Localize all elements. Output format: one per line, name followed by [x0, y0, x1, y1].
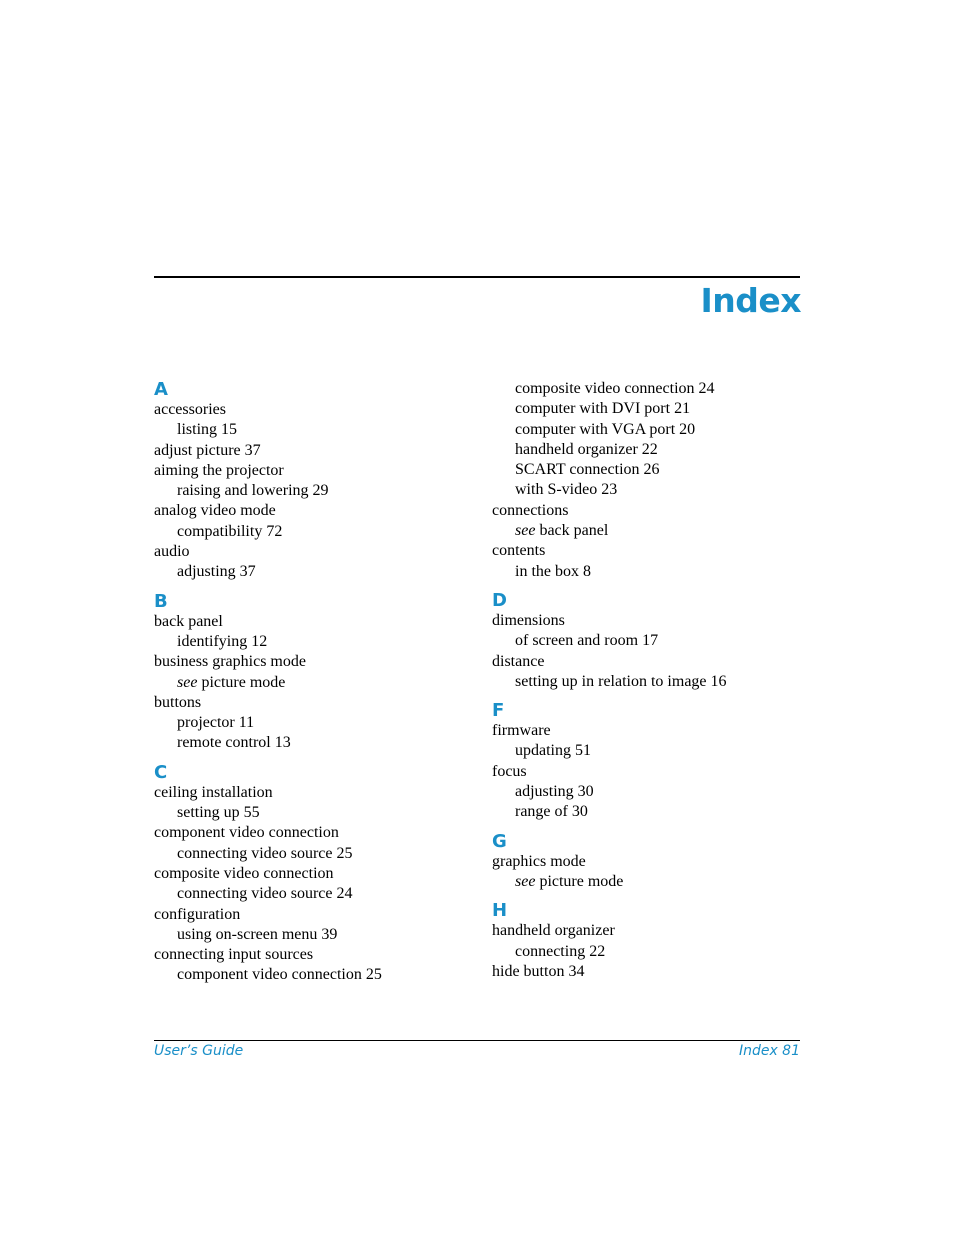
- index-letter-heading: F: [492, 700, 505, 722]
- index-subentry: [492, 521, 822, 541]
- index-subentry: with S-video 23: [515, 481, 618, 499]
- index-entry: handheld organizer: [492, 922, 615, 940]
- index-subentry: identifying 12: [177, 632, 268, 650]
- see-reference-label: see: [515, 872, 536, 890]
- index-subentry: connecting video source 25: [177, 844, 353, 862]
- index-subentry: compatibility 72: [177, 522, 283, 540]
- index-subentry: range of 30: [515, 803, 588, 821]
- index-subentry: component video connection 25: [177, 966, 382, 984]
- footer-page-number: Index 81: [738, 1043, 800, 1059]
- page-title: Index: [700, 281, 801, 320]
- index-subentry: connecting video source 24: [177, 885, 353, 903]
- index-subentry: computer with DVI port 21: [515, 400, 691, 418]
- index-entry: adjust picture 37: [154, 441, 261, 459]
- index-entry: connections: [492, 501, 569, 519]
- index-subentry: raising and lowering 29: [177, 482, 329, 500]
- index-subentry: [492, 872, 822, 892]
- index-entry: composite video connection: [154, 864, 334, 882]
- index-subentry: [154, 673, 484, 693]
- see-reference-target: back panel: [539, 522, 609, 540]
- index-entry: connecting input sources: [154, 946, 314, 964]
- index-entry: audio: [154, 543, 190, 561]
- footer-rule: [154, 1040, 800, 1041]
- index-entry: analog video mode: [154, 502, 276, 520]
- header-rule: [154, 276, 800, 278]
- index-subentry: in the box 8: [515, 562, 591, 580]
- index-subentry: adjusting 30: [515, 783, 594, 801]
- index-subentry: using on-screen menu 39: [177, 925, 338, 943]
- index-subentry: composite video connection 24: [515, 380, 715, 397]
- index-column-left: [154, 380, 484, 986]
- index-subentry: SCART connection 26: [515, 461, 660, 479]
- index-entry: hide button 34: [492, 962, 585, 980]
- index-letter-heading: C: [154, 761, 168, 783]
- index-letter-heading: D: [492, 589, 507, 611]
- index-entry: contents: [492, 542, 546, 560]
- index-letter-heading: H: [492, 900, 508, 922]
- see-reference-target: picture mode: [201, 673, 286, 691]
- footer-guide-title: User’s Guide: [154, 1043, 244, 1059]
- index-entry: accessories: [154, 401, 226, 418]
- index-subentry: adjusting 37: [177, 563, 256, 581]
- index-entry: distance: [492, 652, 545, 670]
- index-entry: focus: [492, 762, 527, 780]
- index-subentry: projector 11: [177, 714, 255, 732]
- index-entry: business graphics mode: [154, 653, 306, 671]
- index-subentry: connecting 22: [515, 942, 606, 960]
- index-letter-heading: B: [154, 590, 168, 612]
- index-entry: dimensions: [492, 611, 565, 629]
- index-entry: configuration: [154, 905, 241, 923]
- index-subentry: remote control 13: [177, 734, 291, 752]
- index-subentry: updating 51: [515, 742, 591, 760]
- index-subentry: handheld organizer 22: [515, 440, 658, 458]
- index-entry: firmware: [492, 722, 551, 740]
- index-entry: back panel: [154, 612, 223, 630]
- index-subentry: computer with VGA port 20: [515, 420, 696, 438]
- see-reference-label: see: [515, 522, 536, 540]
- index-subentry: listing 15: [177, 421, 238, 439]
- index-entry: graphics mode: [492, 852, 586, 870]
- index-column-right: [492, 379, 822, 982]
- index-subentry: setting up in relation to image 16: [515, 672, 727, 690]
- see-reference-label: see: [177, 673, 198, 691]
- index-entry: aiming the projector: [154, 461, 284, 479]
- index-subentry: of screen and room 17: [515, 632, 659, 650]
- index-entry: ceiling installation: [154, 783, 273, 801]
- see-reference-target: picture mode: [539, 872, 624, 890]
- index-subentry: setting up 55: [177, 804, 260, 822]
- index-letter-heading: G: [492, 830, 507, 852]
- index-letter-heading: A: [154, 379, 168, 400]
- index-entry: component video connection: [154, 824, 339, 842]
- index-entry: buttons: [154, 693, 202, 711]
